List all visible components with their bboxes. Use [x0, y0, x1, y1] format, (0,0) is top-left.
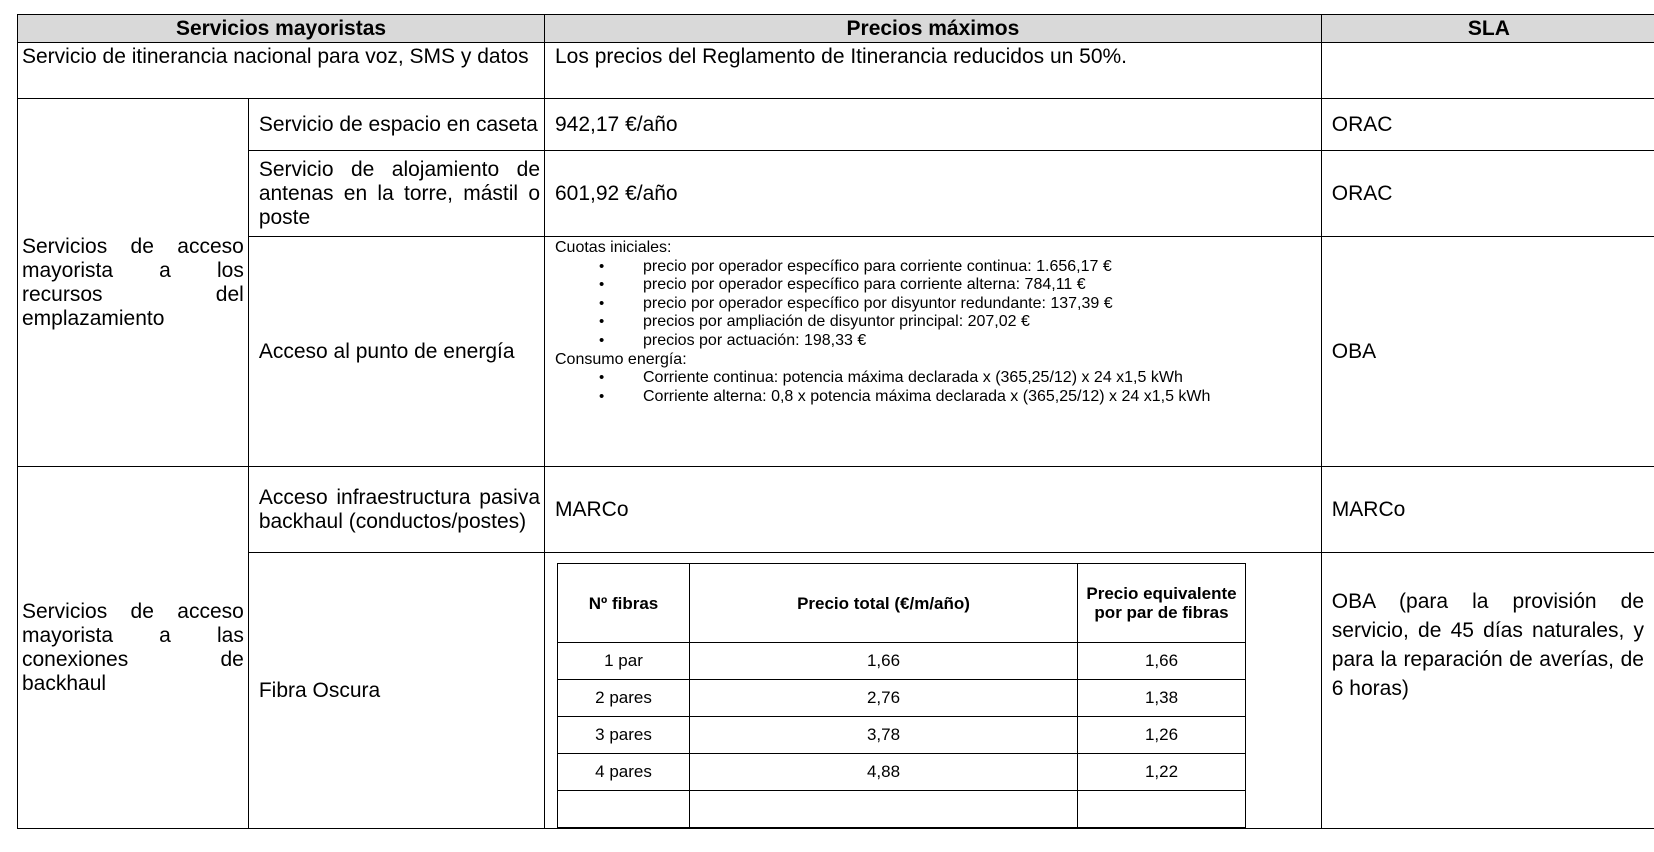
header-max-prices: Precios máximos	[545, 15, 1322, 43]
fiber-header-count: Nº fibras	[558, 564, 690, 643]
sla-fiber: OBA (para la provisión de servicio, de 45 días naturales, y para la reparación de averías, de 6 horas)	[1321, 553, 1654, 829]
group-site-label: Servicios de acceso mayorista a los recursos del emplazamiento	[18, 99, 249, 467]
fiber-per-pair: 1,38	[1078, 680, 1246, 717]
header-services: Servicios mayoristas	[18, 15, 545, 43]
service-caseta: Servicio de espacio en caseta	[248, 99, 544, 151]
service-fiber: Fibra Oscura	[248, 553, 544, 829]
roaming-service: Servicio de itinerancia nacional para voz, SMS y datos	[18, 43, 545, 99]
fiber-count: 2 pares	[558, 680, 690, 717]
table-row	[558, 754, 1246, 791]
initial-fees-list	[555, 258, 1317, 351]
fiber-count: 3 pares	[558, 717, 690, 754]
initial-fees-heading: Cuotas iniciales:	[555, 239, 672, 256]
list-item: • precio por operador específico para corriente continua: 1.656,17 €	[555, 258, 1317, 277]
list-item: • Corriente alterna: 0,8 x potencia máxima declarada x (365,25/12) x 24 x1,5 kWh	[555, 388, 1317, 407]
row-passive	[18, 467, 1654, 553]
tariff-document	[17, 14, 1654, 829]
fiber-count	[558, 791, 690, 828]
fiber-per-pair: 1,26	[1078, 717, 1246, 754]
consumption-heading: Consumo energía:	[555, 350, 687, 368]
table-row	[558, 791, 1246, 828]
list-item: • Corriente continua: potencia máxima declarada x (365,25/12) x 24 x1,5 kWh	[555, 369, 1317, 388]
price-antenas: 601,92 €/año	[545, 151, 1322, 237]
fiber-total	[690, 791, 1078, 828]
fiber-header-per-pair: Precio equivalente por par de fibras	[1078, 564, 1246, 643]
row-roaming	[18, 43, 1654, 99]
fiber-total: 4,88	[690, 754, 1078, 791]
list-item: • precios por actuación: 198,33 €	[555, 332, 1317, 351]
sla-energy: OBA	[1321, 237, 1654, 467]
energy-price-details	[545, 237, 1322, 467]
list-item: • precio por operador específico por disyuntor redundante: 137,39 €	[555, 295, 1317, 314]
service-antenas: Servicio de alojamiento de antenas en la torre, mástil o poste	[248, 151, 544, 237]
wholesale-services-table	[17, 14, 1654, 829]
fiber-total: 2,76	[690, 680, 1078, 717]
fiber-price-table	[557, 563, 1246, 828]
fiber-per-pair: 1,22	[1078, 754, 1246, 791]
consumption-list	[555, 369, 1317, 406]
table-row	[558, 717, 1246, 754]
sla-passive: MARCo	[1321, 467, 1654, 553]
fiber-total: 3,78	[690, 717, 1078, 754]
list-item: • precio por operador específico para corriente alterna: 784,11 €	[555, 276, 1317, 295]
group-backhaul-label: Servicios de acceso mayorista a las conexiones de backhaul	[18, 467, 249, 829]
table-row	[558, 680, 1246, 717]
price-caseta: 942,17 €/año	[545, 99, 1322, 151]
service-passive: Acceso infraestructura pasiva backhaul (conductos/postes)	[248, 467, 544, 553]
row-caseta	[18, 99, 1654, 151]
header-sla: SLA	[1321, 15, 1654, 43]
fiber-price-cell	[545, 553, 1322, 829]
fiber-count: 4 pares	[558, 754, 690, 791]
service-energy: Acceso al punto de energía	[248, 237, 544, 467]
row-fiber	[18, 553, 1654, 829]
fiber-count: 1 par	[558, 643, 690, 680]
row-antenas	[18, 151, 1654, 237]
roaming-sla	[1321, 43, 1654, 99]
table-row	[558, 643, 1246, 680]
header-row	[18, 15, 1654, 43]
fiber-per-pair: 1,66	[1078, 643, 1246, 680]
row-energy	[18, 237, 1654, 467]
sla-antenas: ORAC	[1321, 151, 1654, 237]
sla-caseta: ORAC	[1321, 99, 1654, 151]
price-passive: MARCo	[545, 467, 1322, 553]
fiber-header-total: Precio total (€/m/año)	[690, 564, 1078, 643]
fiber-per-pair	[1078, 791, 1246, 828]
roaming-price: Los precios del Reglamento de Itinerancia reducidos un 50%.	[545, 43, 1322, 99]
fiber-total: 1,66	[690, 643, 1078, 680]
fiber-table-header	[558, 564, 1246, 643]
list-item: • precios por ampliación de disyuntor principal: 207,02 €	[555, 313, 1317, 332]
